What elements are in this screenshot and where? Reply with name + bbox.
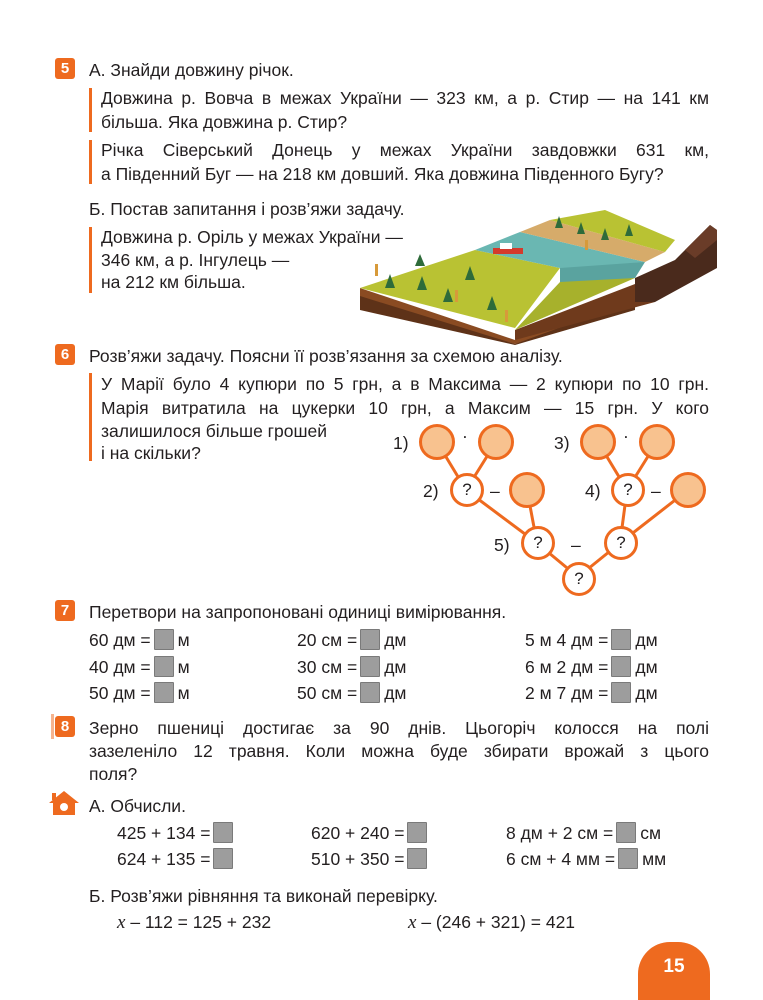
scheme-input-node [580,424,616,460]
exercise-number-badge: 5 [55,58,75,79]
scheme-step-label: 3) [554,433,570,453]
scheme-question-node: ? [450,473,484,507]
conversion-item: 20 см = дм [297,630,407,650]
conversion-item: 30 см = дм [297,657,407,677]
ex5-problem-3-line: 346 км, а р. Інгулець — [101,250,290,270]
answer-box[interactable] [611,629,631,650]
answer-box[interactable] [407,848,427,869]
ex5-problem-3-line: на 212 км більша. [101,272,246,292]
scheme-step-label: 5) [494,535,510,555]
scheme-operation-sign: – [651,481,661,501]
ex6-problem-line: У Марії було 4 купюри по 5 грн, а в Максима — 2 купюри по 10 грн. [101,374,709,394]
answer-box[interactable] [154,656,174,677]
ex5-problem-1-line: більша. Яка довжина р. Стир? [101,112,348,132]
exercise-badge-shadow [51,714,54,739]
scheme-operation-sign: – [571,535,581,555]
ex5-problem-2-line: а Південний Буг — на 218 км довший. Яка довжина Південного Бугу? [101,164,664,184]
conversion-item: 2 м 7 дм = дм [525,683,658,703]
ex6-problem-line: Марія витратила на цукерки 10 грн, а Максим — 15 грн. У кого [101,398,709,418]
home-icon [47,790,81,816]
ex6-title: Розв’яжи задачу. Поясни її розв’язання за схемою аналізу. [89,346,563,366]
calc-item: 624 + 135 = [117,847,236,871]
answer-box[interactable] [360,629,380,650]
answer-box[interactable] [360,682,380,703]
conversion-item: 60 дм = м [89,630,190,650]
page-number: 15 [638,942,710,1000]
ex5-problem-2-line: Річка Сіверський Донець у межах України завдовжки 631 км, [101,140,709,160]
equation: x – (246 + 321) = 421 [408,912,576,933]
answer-box[interactable] [611,682,631,703]
scheme-operation-sign: · [462,426,468,446]
exercise-number-badge: 7 [55,600,75,621]
ex8-problem-line: Зерно пшениці достигає за 90 днів. Цьогоріч колосся на полі [89,718,709,738]
calc-item: 6 см + 4 мм = мм [506,849,667,869]
scheme-step-label: 2) [423,481,439,501]
calc-item: 8 дм + 2 см = см [506,823,662,843]
ex6-problem-line: і на скільки? [101,443,201,463]
answer-box[interactable] [360,656,380,677]
scheme-step-label: 4) [585,481,601,501]
conversion-item: 6 м 2 дм = дм [525,657,658,677]
ex5-problem-1-line: Довжина р. Вовча в межах України — 323 км, а р. Стир — на 141 км [101,88,709,108]
calc-item: 425 + 134 = [117,821,236,845]
ex5-part-a-heading: А. Знайди довжину річок. [89,60,294,80]
scheme-operation-sign: – [490,481,500,501]
scheme-input-node [419,424,455,460]
answer-box[interactable] [154,682,174,703]
scheme-input-node [639,424,675,460]
scheme-question-node: ? [611,473,645,507]
answer-box[interactable] [407,822,427,843]
homework-part-b-heading: Б. Розв’яжи рівняння та виконай перевірку. [89,886,438,906]
exercise-number-badge: 6 [55,344,75,365]
conversion-item: 5 м 4 дм = дм [525,630,658,650]
ex8-problem-line: поля? [89,764,138,784]
scheme-question-node: ? [604,526,638,560]
answer-box[interactable] [213,848,233,869]
conversion-item: 50 см = дм [297,683,407,703]
calc-item: 510 + 350 = [311,847,430,871]
scheme-input-node [478,424,514,460]
ex5-problem-3-line: Довжина р. Оріль у межах України — [101,227,403,247]
equation: x – 112 = 125 + 232 [117,912,272,933]
answer-box[interactable] [616,822,636,843]
conversion-item: 50 дм = м [89,683,190,703]
ex8-problem-line: зазеленіло 12 травня. Коли можна буде збирати врожай з цього [89,741,709,761]
scheme-operation-sign: · [623,426,629,446]
scheme-input-node [670,472,706,508]
conversion-item: 40 дм = м [89,657,190,677]
answer-box[interactable] [618,848,638,869]
scheme-step-label: 1) [393,433,409,453]
ex6-problem-line: залишилося більше грошей [101,421,328,441]
ex5-part-b-heading: Б. Постав запитання і розв’яжи задачу. [89,199,405,219]
calc-item: 620 + 240 = [311,821,430,845]
answer-box[interactable] [154,629,174,650]
scheme-result-node: ? [562,562,596,596]
answer-box[interactable] [611,656,631,677]
homework-part-a-heading: А. Обчисли. [89,796,186,816]
scheme-question-node: ? [521,526,555,560]
scheme-input-node [509,472,545,508]
ex7-title: Перетвори на запропоновані одиниці вимірювання. [89,602,507,622]
exercise-number-badge: 8 [55,716,75,737]
answer-box[interactable] [213,822,233,843]
